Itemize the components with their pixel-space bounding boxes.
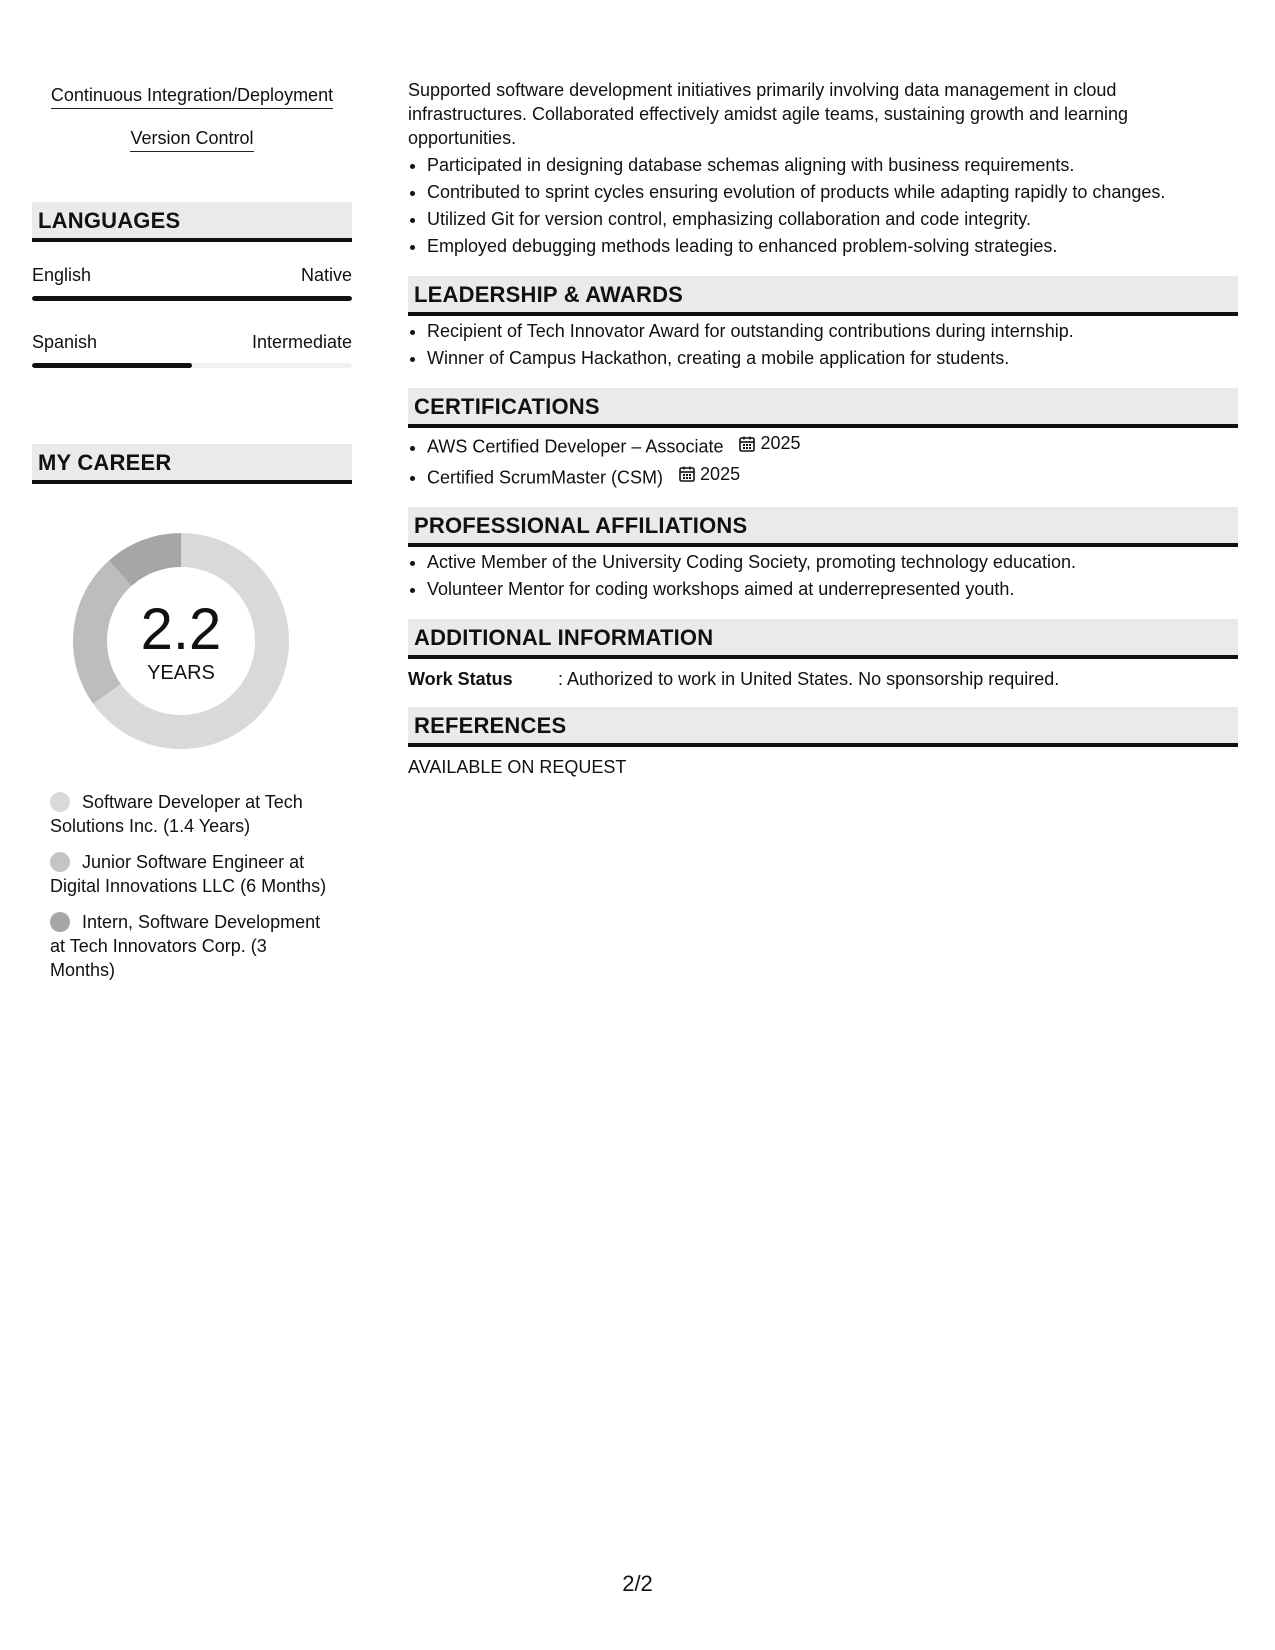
references-heading: REFERENCES — [408, 707, 1238, 747]
language-name: Spanish — [32, 332, 98, 352]
language-level: Intermediate — [251, 332, 352, 352]
certification-date — [678, 461, 740, 488]
certification-name: Certified ScrumMaster (CSM) — [427, 467, 664, 487]
work-status-value: : Authorized to work in United States. No sponsorship required. — [558, 669, 1060, 689]
leadership-item: • Winner of Campus Hackathon, creating a mobile application for students. — [427, 345, 1238, 372]
left-column — [32, 84, 352, 994]
calendar-icon — [678, 465, 696, 483]
language-row — [32, 331, 352, 353]
affiliation-item: • Active Member of the University Coding Society, promoting technology education. — [427, 549, 1238, 576]
references-text: AVAILABLE ON REQUEST — [408, 757, 627, 777]
work-status-label: Work Status — [408, 669, 513, 689]
skill-tag: Continuous Integration/Deployment — [51, 84, 333, 109]
career-total-value: 2.2 — [140, 597, 222, 662]
skill-tag: Version Control — [130, 127, 253, 152]
leadership-heading: LEADERSHIP & AWARDS — [408, 276, 1238, 316]
legend-label: Junior Software Engineer at Digital Innovations LLC (6 Months) — [50, 852, 327, 896]
career-donut-chart — [66, 526, 296, 756]
certifications-heading: CERTIFICATIONS — [408, 388, 1238, 428]
experience-bullets — [408, 152, 1238, 260]
certification-year: 2025 — [700, 463, 741, 484]
certification-item — [427, 430, 1238, 461]
leadership-item: • Recipient of Tech Innovator Award for outstanding contributions during internship. — [427, 318, 1238, 345]
languages-section — [32, 202, 352, 368]
legend-label: Intern, Software Development at Tech Innovators Corp. (3 Months) — [50, 912, 321, 980]
certification-name: AWS Certified Developer – Associate — [427, 436, 724, 457]
additional-info-heading: ADDITIONAL INFORMATION — [408, 619, 1238, 659]
work-status-row — [408, 667, 1238, 691]
language-name: English — [32, 265, 92, 285]
experience-bullet: • Utilized Git for version control, emphasizing collaboration and code integrity. — [427, 206, 1238, 233]
languages-heading: LANGUAGES — [32, 202, 352, 242]
language-proficiency-bar — [32, 363, 352, 368]
legend-item — [50, 790, 330, 838]
affiliations-heading: PROFESSIONAL AFFILIATIONS — [408, 507, 1238, 547]
affiliations-list — [408, 549, 1238, 603]
donut-center — [66, 526, 296, 756]
experience-summary: Supported software development initiatives primarily involving data management in cloud infrastructures. Collaborated effectively amidst agile teams, sustaining growth and learning opportunities. — [408, 80, 1129, 148]
certification-year: 2025 — [760, 433, 801, 453]
legend-item — [50, 850, 330, 898]
career-section — [32, 444, 352, 982]
legend-dot — [50, 912, 70, 932]
language-proficiency-fill — [32, 363, 192, 368]
legend-dot — [50, 792, 70, 812]
career-heading: MY CAREER — [32, 444, 352, 484]
skill-tags — [32, 84, 352, 152]
experience-bullet: • Contributed to sprint cycles ensuring evolution of products while adapting rapidly to changes. — [427, 179, 1238, 206]
certification-item — [427, 461, 1238, 492]
certifications-list — [408, 430, 1238, 491]
certification-date — [738, 430, 800, 457]
career-total-unit: YEARS — [147, 662, 215, 684]
calendar-icon — [738, 435, 756, 453]
legend-dot — [50, 852, 70, 872]
legend-item — [50, 910, 330, 982]
language-proficiency-bar — [32, 296, 352, 301]
leadership-list — [408, 318, 1238, 372]
affiliation-item: • Volunteer Mentor for coding workshops aimed at underrepresented youth. — [427, 576, 1238, 603]
page-number: 2/2 — [622, 1571, 653, 1596]
experience-bullet: • Employed debugging methods leading to enhanced problem-solving strategies. — [427, 233, 1238, 260]
legend-label: Software Developer at Tech Solutions Inc. (1.4 Years) — [50, 792, 303, 836]
experience-bullet: • Participated in designing database schemas aligning with business requirements. — [427, 152, 1238, 179]
language-proficiency-fill — [32, 296, 352, 301]
right-column — [408, 78, 1238, 779]
language-row — [32, 264, 352, 286]
career-legend — [50, 790, 330, 982]
language-level: Native — [300, 265, 352, 285]
